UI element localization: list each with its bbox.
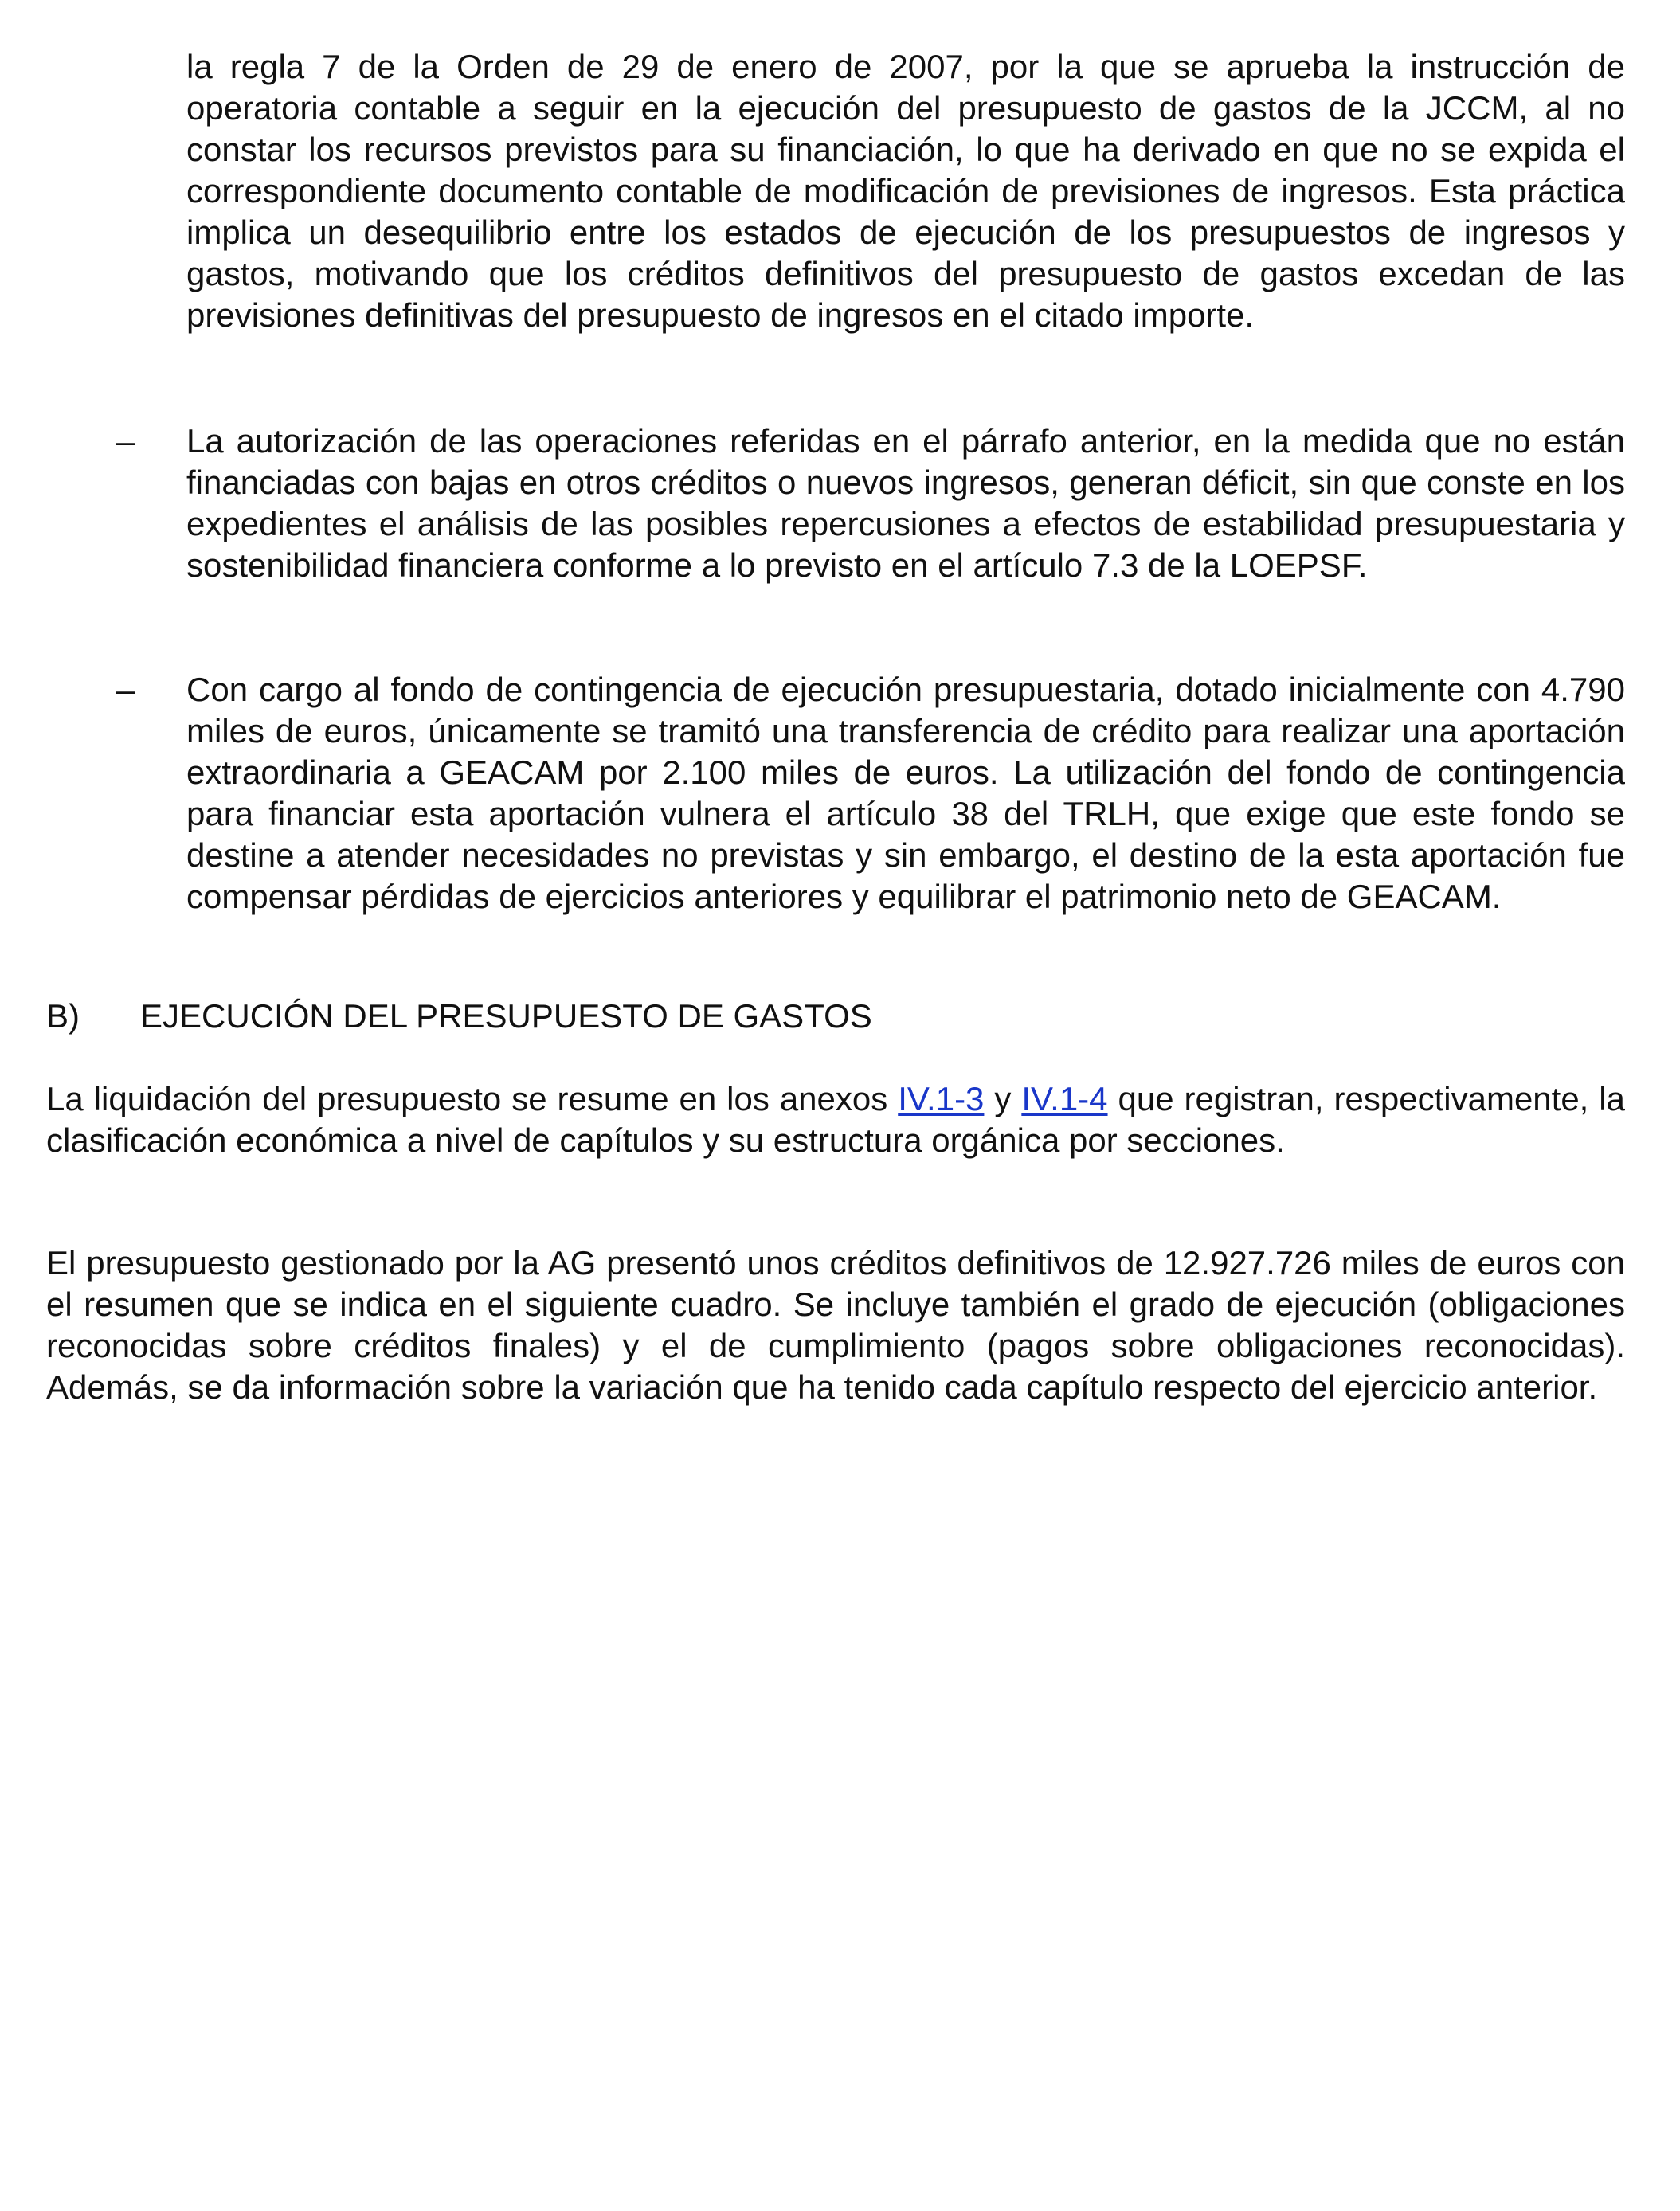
- bullet-marker: –: [116, 671, 135, 708]
- section-title: EJECUCIÓN DEL PRESUPUESTO DE GASTOS: [140, 997, 872, 1035]
- liquidacion-paragraph: [46, 1078, 1625, 1161]
- intro-paragraph: la regla 7 de la Orden de 29 de enero de 2007, por la que se aprueba la instrucción de operatoria contable a seguir en la ejecución del presupuesto de gastos de la JCCM, al no constar los recursos previstos para su financiación, lo que ha derivado en que no se expida el correspondiente documento contable de modificación de previsiones de ingresos. Esta práctica implica un desequilibrio entre los estados de ejecución de los presupuestos de ingresos y gastos, motivando que los créditos definitivos del presupuesto de gastos excedan de las previsiones definitivas del presupuesto de ingresos en el citado importe.: [186, 48, 1625, 334]
- bullet-paragraph-fondo-contingencia: Con cargo al fondo de contingencia de ejecución presupuestaria, dotado inicialmente con 4.790 miles de euros, únicamente se tramitó una transferencia de crédito para realizar una aportación extraordinaria a GEACAM por 2.100 miles de euros. La utilización del fondo de contingencia para financiar esta aportación vulnera el artículo 38 del TRLH, que exige que este fondo se destine a atender necesidades no previstas y sin embargo, el destino de la esta aportación fue compensar pérdidas de ejercicios anteriores y equilibrar el patrimonio neto de GEACAM.: [186, 671, 1625, 915]
- annex-link-iv-1-3[interactable]: IV.1-3: [898, 1080, 985, 1117]
- annex-link-iv-1-4[interactable]: IV.1-4: [1021, 1080, 1108, 1117]
- liquidacion-text-middle: y: [984, 1080, 1022, 1117]
- liquidacion-text-after: que registran, respectivamente, la clasificación económica a nivel de capítulos y su estructura orgánica por secciones.: [46, 1080, 1625, 1159]
- bullet-marker: –: [116, 422, 135, 460]
- section-heading: [46, 996, 872, 1037]
- bullet-paragraph-autorizacion: La autorización de las operaciones referidas en el párrafo anterior, en la medida que no están financiadas con bajas en otros créditos o nuevos ingresos, generan déficit, sin que conste en los expedientes el análisis de las posibles repercusiones a efectos de estabilidad presupuestaria y sostenibilidad financiera conforme a lo previsto en el artículo 7.3 de la LOEPSF.: [186, 422, 1625, 584]
- presupuesto-paragraph: El presupuesto gestionado por la AG presentó unos créditos definitivos de 12.927.726 miles de euros con el resumen que se indica en el siguiente cuadro. Se incluye también el grado de ejecución (obligaciones reconocidas sobre créditos finales) y el de cumplimiento (pagos sobre obligaciones reconocidas). Además, se da información sobre la variación que ha tenido cada capítulo respecto del ejercicio anterior.: [46, 1244, 1625, 1406]
- liquidacion-text-before: La liquidación del presupuesto se resume en los anexos: [46, 1080, 899, 1117]
- section-letter: B): [46, 997, 80, 1035]
